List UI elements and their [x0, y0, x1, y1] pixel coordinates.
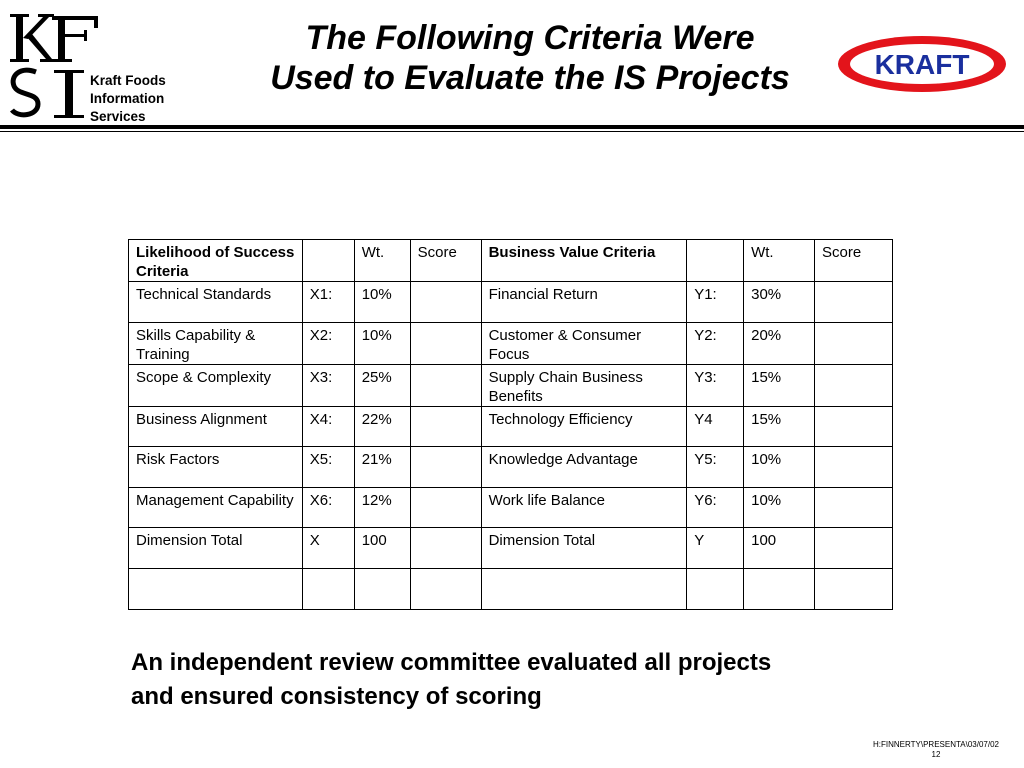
table-row	[129, 487, 893, 528]
header-left-score: Score	[410, 240, 481, 282]
table-header-row	[129, 240, 893, 282]
l-wt: 100	[354, 528, 410, 569]
r-name: Customer & Consumer Focus	[481, 322, 687, 364]
r-code: Y3:	[687, 364, 744, 406]
l-wt: 12%	[354, 487, 410, 528]
l-name: Scope & Complexity	[129, 364, 303, 406]
l-code: X4:	[302, 406, 354, 447]
r-wt: 15%	[744, 406, 815, 447]
table-row	[129, 322, 893, 364]
l-wt: 10%	[354, 322, 410, 364]
r-code: Y6:	[687, 487, 744, 528]
r-wt	[744, 568, 815, 609]
r-score	[815, 282, 893, 323]
l-wt: 25%	[354, 364, 410, 406]
title-line-1: The Following Criteria Were	[305, 19, 755, 57]
company-name	[90, 72, 166, 126]
l-score	[410, 322, 481, 364]
l-score	[410, 528, 481, 569]
header-rule-thin	[0, 131, 1024, 132]
kraft-logo-text: KRAFT	[874, 49, 970, 80]
r-name: Knowledge Advantage	[481, 447, 687, 488]
page-title	[200, 18, 860, 98]
footer	[858, 740, 1014, 760]
r-code: Y2:	[687, 322, 744, 364]
header-left-code	[302, 240, 354, 282]
r-name: Financial Return	[481, 282, 687, 323]
r-score	[815, 406, 893, 447]
kfis-monogram-logo	[6, 8, 102, 120]
table-row	[129, 364, 893, 406]
l-name: Skills Capability & Training	[129, 322, 303, 364]
l-name: Business Alignment	[129, 406, 303, 447]
r-name: Dimension Total	[481, 528, 687, 569]
r-code: Y	[687, 528, 744, 569]
table-row	[129, 528, 893, 569]
l-name: Risk Factors	[129, 447, 303, 488]
l-score	[410, 364, 481, 406]
company-name-line-2: Information	[90, 91, 165, 106]
header-right-wt: Wt.	[744, 240, 815, 282]
r-score	[815, 487, 893, 528]
r-score	[815, 364, 893, 406]
title-line-2: Used to Evaluate the IS Projects	[270, 59, 790, 97]
header-left-wt: Wt.	[354, 240, 410, 282]
r-name	[481, 568, 687, 609]
table-row	[129, 406, 893, 447]
l-score	[410, 406, 481, 447]
l-name: Technical Standards	[129, 282, 303, 323]
r-code: Y5:	[687, 447, 744, 488]
kraft-logo	[836, 34, 1008, 94]
l-code: X3:	[302, 364, 354, 406]
r-name: Technology Efficiency	[481, 406, 687, 447]
company-name-line-1: Kraft Foods	[90, 73, 166, 88]
l-code: X5:	[302, 447, 354, 488]
footer-path: H:FINNERTY\PRESENTA\03/07/02	[873, 740, 999, 749]
r-wt: 15%	[744, 364, 815, 406]
l-code: X6:	[302, 487, 354, 528]
table-row	[129, 447, 893, 488]
l-code: X2:	[302, 322, 354, 364]
l-wt	[354, 568, 410, 609]
summary-line-1: An independent review committee evaluated all projects	[131, 649, 772, 676]
header-right-score: Score	[815, 240, 893, 282]
l-wt: 22%	[354, 406, 410, 447]
page-number: 12	[931, 750, 941, 759]
header-right-code	[687, 240, 744, 282]
criteria-table	[128, 239, 893, 610]
r-wt: 30%	[744, 282, 815, 323]
l-score	[410, 568, 481, 609]
l-code: X	[302, 528, 354, 569]
r-code	[687, 568, 744, 609]
header-likelihood: Likelihood of Success Criteria	[129, 240, 303, 282]
r-wt: 20%	[744, 322, 815, 364]
header-rule-thick	[0, 125, 1024, 129]
l-score	[410, 282, 481, 323]
r-wt: 100	[744, 528, 815, 569]
l-wt: 10%	[354, 282, 410, 323]
l-code: X1:	[302, 282, 354, 323]
r-name: Work life Balance	[481, 487, 687, 528]
l-score	[410, 447, 481, 488]
l-score	[410, 487, 481, 528]
r-wt: 10%	[744, 447, 815, 488]
l-name: Management Capability	[129, 487, 303, 528]
r-wt: 10%	[744, 487, 815, 528]
r-score	[815, 322, 893, 364]
table-row	[129, 282, 893, 323]
r-code: Y4	[687, 406, 744, 447]
r-score	[815, 528, 893, 569]
r-name: Supply Chain Business Benefits	[481, 364, 687, 406]
table-row	[129, 568, 893, 609]
l-wt: 21%	[354, 447, 410, 488]
r-score	[815, 447, 893, 488]
l-name	[129, 568, 303, 609]
company-name-line-3: Services	[90, 109, 146, 124]
summary-line-2: and ensured consistency of scoring	[131, 683, 542, 710]
header-business-value: Business Value Criteria	[481, 240, 687, 282]
r-code: Y1:	[687, 282, 744, 323]
summary-statement	[131, 646, 931, 714]
r-score	[815, 568, 893, 609]
l-name: Dimension Total	[129, 528, 303, 569]
l-code	[302, 568, 354, 609]
